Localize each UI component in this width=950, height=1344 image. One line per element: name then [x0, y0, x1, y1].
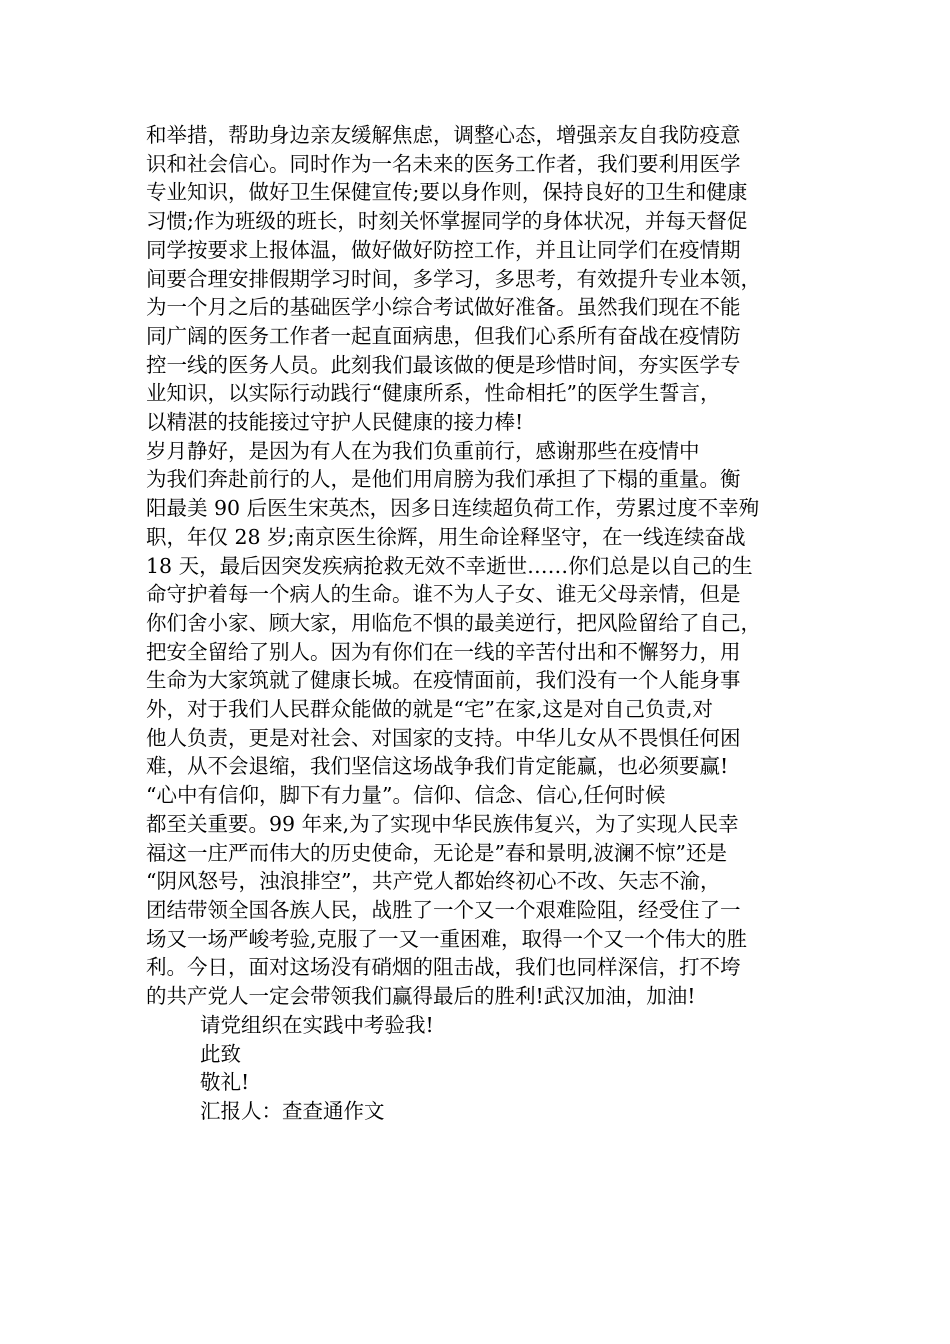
document-body	[146, 121, 806, 1126]
paragraph-1: 和举措，帮助身边亲友缓解焦虑，调整心态，增强亲友自我防疫意 识和社会信心。同时作为一名未来的医务工作者，我们要利用医学 专业知识，做好卫生保健宣传;要以身作则，保持良好的卫生和健康 习惯;作为班级的班长，时刻关怀掌握同学的身体状况，并每天督促 同学按要求上报体温，做好做好防控工作，并且让同学们在疫情期 间要合理安排假期学习时间，多学习，多思考，有效提升专业本领， 为一个月之后的基础医学小综合考试做好准备。虽然我们现在不能 同广阔的医务工作者一起直面病患，但我们心系所有奋战在疫情防 控一线的医务人员。此刻我们最该做的便是珍惜时间，夯实医学专 业知识，以实际行动践行“健康所系，性命相托”的医学生誓言， 以精湛的技能接过守护人民健康的接力棒!	[146, 123, 761, 435]
closing-request: 请党组织在实践中考验我!	[200, 1012, 434, 1037]
paragraph-3: “心中有信仰，脚下有力量”。信仰、信念、信心,任何时候 都至关重要。99 年来,为了实现中华民族伟复兴，为了实现人民幸 福这一庄严而伟大的历史使命，无论是”春和景明,波澜不惊”还是 “阴风怒号，浊浪排空”，共产党人都始终初心不改、矢志不渝， 团结带领全国各族人民，战胜了一个又一个艰难险阻，经受住了一 场又一场严峻考验,克服了一又一重困难，取得一个又一个伟大的胜 利。今日，面对这场没有硝烟的阻击战，我们也同样深信，打不垮 的共产党人一定会带领我们赢得最后的胜利!武汉加油，加油!	[146, 783, 748, 1009]
salutation-cizhi: 此致	[200, 1041, 241, 1066]
salutation-jingli: 敬礼!	[200, 1070, 250, 1095]
paragraph-2: 岁月静好，是因为有人在为我们负重前行，感谢那些在疫情中 为我们奔赴前行的人，是他们用肩膀为我们承担了下榻的重量。衡 阳最美 90 后医生宋英杰，因多日连续超负荷工作，劳累过度不幸殉 职，年仅 28 岁;南京医生徐辉，用生命诠释坚守，在一线连续奋战 18 天，最后因突发疾病抢救无效不幸逝世……你们总是以自己的生 命守护着每一个病人的生命。谁不为人子女、谁无父母亲情，但是 你们舍小家、顾大家，用临危不惧的最美逆行，把风险留给了自己， 把安全留给了别人。因为有你们在一线的辛苦付出和不懈努力，用 生命为大家筑就了健康长城。在疫情面前，我们没有一个人能身事 外，对于我们人民群众能做的就是“宅”在家,这是对自己负责,对 他人负责，更是对社会、对国家的支持。中华儿女从不畏惧任何困 难，从不会退缩，我们坚信这场战争我们肯定能赢，也必须要赢!	[146, 438, 761, 779]
reporter-signature: 汇报人：查查通作文	[200, 1098, 385, 1123]
